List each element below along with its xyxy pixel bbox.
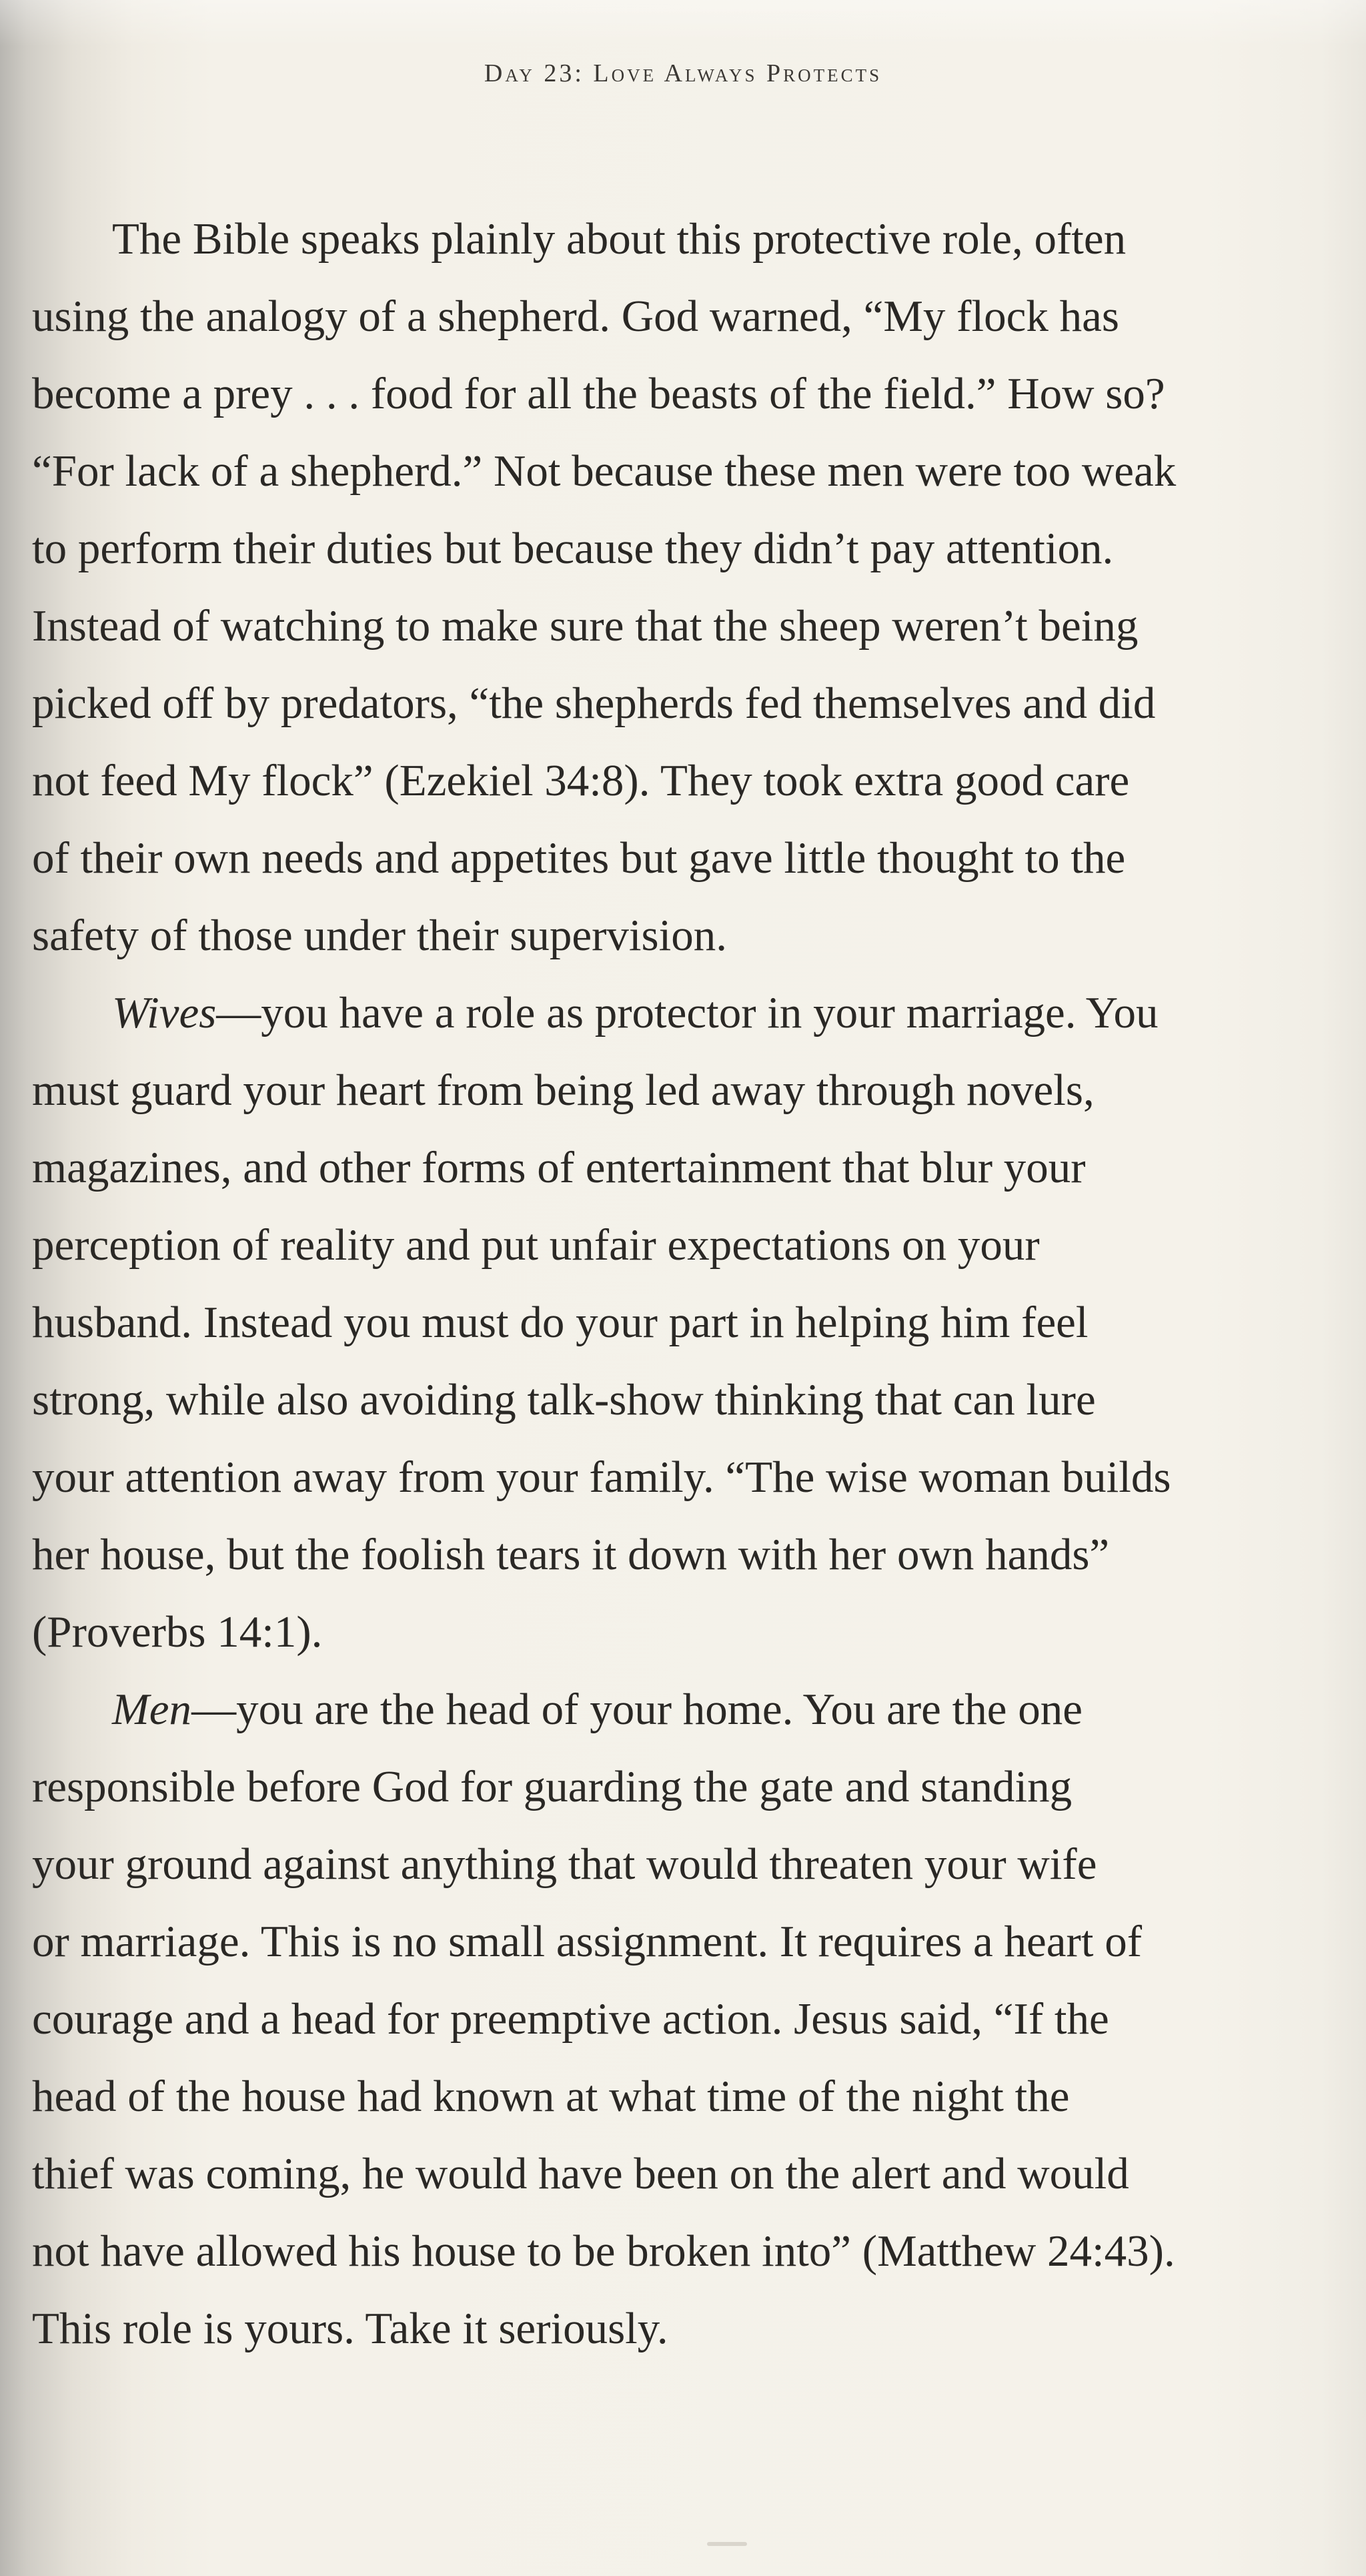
text-line: of their own needs and appetites but gave little thought to the [32,833,1126,883]
body-text [32,200,1309,2367]
text-line: safety of those under their supervision. [32,911,727,960]
text-line: not feed My flock” (Ezekiel 34:8). They took extra good care [32,756,1130,805]
text-line: not have allowed his house to be broken into” (Matthew 24:43). [32,2226,1175,2276]
text-line: using the analogy of a shepherd. God warned, “My flock has [32,292,1119,341]
text-line: “For lack of a shepherd.” Not because these men were too weak [32,446,1177,496]
text-line: your ground against anything that would threaten your wife [32,1839,1097,1889]
line-rest: —you have a role as protector in your marriage. You [216,988,1159,1037]
text-line: perception of reality and put unfair expectations on your [32,1220,1040,1270]
paragraph-2 [32,974,1309,1671]
paragraph-3 [32,1671,1309,2367]
text-line: thief was coming, he would have been on the alert and would [32,2149,1129,2198]
scan-smudge [707,2542,747,2546]
wives-lead: Wives [112,988,217,1037]
text-line: strong, while also avoiding talk-show thinking that can lure [32,1375,1096,1424]
text-line: The Bible speaks plainly about this protective role, often [112,214,1127,264]
text-line [32,974,1309,1051]
text-line: Instead of watching to make sure that the sheep weren’t being [32,601,1139,651]
text-line [32,1671,1309,1748]
text-line: This role is yours. Take it seriously. [32,2304,668,2353]
page-top-fade [0,0,1366,47]
text-line: to perform their duties but because they didn’t pay attention. [32,524,1114,573]
text-line: or marriage. This is no small assignment. It requires a heart of [32,1917,1143,1966]
text-line: her house, but the foolish tears it down with her own hands” [32,1530,1110,1579]
text-line: courage and a head for preemptive action. Jesus said, “If the [32,1994,1109,2044]
running-head: Day 23: Love Always Protects [484,59,882,87]
text-line: magazines, and other forms of entertainment that blur your [32,1143,1086,1192]
text-line: responsible before God for guarding the gate and standing [32,1762,1073,1811]
text-line: your attention away from your family. “The wise woman builds [32,1452,1171,1502]
line-rest: —you are the head of your home. You are the one [191,1685,1083,1734]
men-lead: Men [112,1685,192,1734]
text-line: (Proverbs 14:1). [32,1607,323,1657]
paragraph-1 [32,200,1309,974]
text-line: become a prey . . . food for all the beasts of the field.” How so? [32,369,1165,418]
text-line: must guard your heart from being led away through novels, [32,1065,1095,1115]
text-line: husband. Instead you must do your part in helping him feel [32,1298,1089,1347]
text-line: picked off by predators, “the shepherds fed themselves and did [32,679,1156,728]
text-line: head of the house had known at what time of the night the [32,2072,1070,2121]
